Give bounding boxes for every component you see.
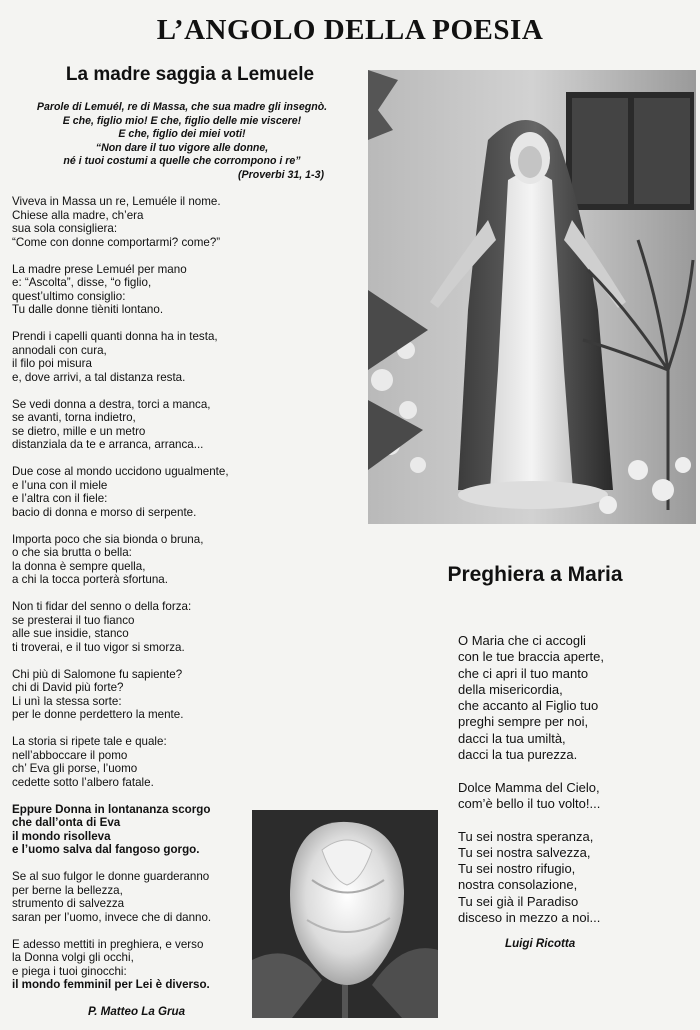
verse-line: e l’uomo salva dal fangoso gorgo. — [12, 843, 200, 856]
verse-line: e piega i tuoi ginocchi: — [12, 964, 127, 978]
poem1-stanzas — [12, 195, 357, 789]
verse-line: alle sue insidie, stanco — [12, 627, 129, 640]
verse-line: che accanto al Figlio tuo — [458, 698, 599, 714]
poem2-title: Preghiera a Maria — [447, 563, 623, 586]
verse-line: Chi più di Salomone fu sapiente? — [12, 667, 183, 681]
poem2-body — [458, 633, 688, 943]
verse-line: Chiese alla madre, ch’era — [12, 208, 144, 222]
verse-line: “Come con donne comportarmi? come?” — [12, 235, 221, 249]
verse-line: se avanti, torna indietro, — [12, 411, 136, 424]
stanza — [12, 533, 357, 587]
verse-line: Eppure Donna in lontananza scorgo — [12, 802, 211, 816]
verse-line: se dietro, mille e un metro — [12, 424, 146, 438]
verse-line: nell’abboccare il pomo — [12, 748, 128, 762]
stanza — [12, 195, 357, 249]
stanza — [12, 330, 357, 384]
verse-line: distanziala da te e arranca, arranca... — [12, 438, 204, 451]
verse-line: annodali con cura, — [12, 343, 107, 357]
verse-line: Se al suo fulgor le donne guarderanno — [12, 870, 210, 883]
epigraph-line: E che, figlio dei miei voti! — [118, 128, 246, 141]
verse-line: Non ti fidar del senno o della forza: — [12, 600, 192, 613]
verse-line: saran per l’uomo, invece che di danno. — [12, 910, 212, 924]
verse-line: dacci la tua purezza. — [458, 747, 578, 763]
verse-line: quest’ultimo consiglio: — [12, 289, 126, 303]
epigraph — [12, 101, 352, 183]
poem2-stanzas — [458, 633, 688, 926]
verse-line: Due cose al mondo uccidono ugualmente, — [12, 465, 229, 478]
stanza — [12, 668, 357, 722]
stanza — [12, 398, 357, 452]
verse-line-bold: il mondo femminil per Lei è diverso. — [12, 978, 210, 991]
verse-line: Importa poco che sia bionda o bruna, — [12, 532, 204, 546]
verse-line: con le tue braccia aperte, — [458, 649, 604, 665]
verse-line: Se vedi donna a destra, torci a manca, — [12, 397, 211, 411]
stanza — [12, 465, 357, 519]
verse-line: a chi la tocca porterà sfortuna. — [12, 573, 168, 586]
verse-line: com’è bello il tuo volto!... — [458, 795, 601, 811]
verse-line: La storia si ripete tale e quale: — [12, 735, 167, 748]
verse-line: bacio di donna e morso di serpente. — [12, 505, 197, 519]
verse-line: nostra consolazione, — [458, 877, 578, 893]
epigraph-line: né i tuoi costumi a quelle che corrompono i re” — [63, 155, 301, 168]
verse-line: ti troverai, e il tuo vigor si smorza. — [12, 640, 185, 654]
stanza — [458, 633, 688, 763]
white-rose-photo — [252, 810, 438, 1018]
verse-line: cedette sotto l’albero fatale. — [12, 775, 154, 789]
verse-line: chi di David più forte? — [12, 681, 124, 694]
verse-line: Tu sei nostro rifugio, — [458, 861, 576, 877]
stanza — [12, 600, 357, 654]
madonna-statue-photo — [368, 70, 696, 524]
verse-line: Li unì la stessa sorte: — [12, 694, 122, 708]
verse-line: per berne la bellezza, — [12, 883, 123, 897]
verse-line: se presterai il tuo fianco — [12, 613, 135, 627]
verse-line: e l’altra con il fiele: — [12, 492, 108, 505]
verse-line: il filo poi misura — [12, 357, 92, 370]
verse-line: La madre prese Lemuél per mano — [12, 262, 187, 276]
poem2-author: Luigi Ricotta — [505, 937, 576, 950]
verse-line: Viveva in Massa un re, Lemuéle il nome. — [12, 195, 221, 208]
verse-line: o che sia brutta o bella: — [12, 546, 132, 559]
page-title: L’ANGOLO DELLA POESIA — [156, 14, 544, 46]
verse-line: O Maria che ci accogli — [458, 633, 586, 648]
verse-line: dacci la tua umiltà, — [458, 730, 566, 746]
verse-line: per le donne perdettero la mente. — [12, 708, 184, 721]
verse-line: che ci apri il tuo manto — [458, 665, 589, 681]
epigraph-line: “Non dare il tuo vigore alle donne, — [95, 141, 269, 154]
verse-line: la Donna volgi gli occhi, — [12, 951, 134, 964]
stanza — [458, 829, 688, 927]
verse-line: della misericordia, — [458, 681, 563, 697]
epigraph-line: Parole di Lemuél, re di Massa, che sua madre gli insegnò. — [36, 101, 328, 113]
verse-line: strumento di salvezza — [12, 897, 125, 910]
verse-line: la donna è sempre quella, — [12, 559, 146, 573]
poem1-author: P. Matteo La Grua — [88, 1005, 186, 1018]
stanza — [458, 780, 688, 813]
verse-line: E adesso mettiti in preghiera, e verso — [12, 937, 204, 951]
verse-line: sua sola consigliera: — [12, 222, 118, 235]
epigraph-line: E che, figlio mio! E che, figlio delle mie viscere! — [62, 114, 302, 127]
verse-line: il mondo risolleva — [12, 829, 111, 843]
poem1-title: La madre saggia a Lemuele — [65, 64, 315, 85]
verse-line: Dolce Mamma del Cielo, — [458, 779, 600, 795]
verse-line: Tu sei nostra salvezza, — [458, 844, 591, 860]
stanza — [12, 263, 357, 317]
verse-line: preghi sempre per noi, — [458, 714, 589, 730]
verse-line: ch’ Eva gli porse, l’uomo — [12, 762, 138, 775]
verse-line: e: “Ascolta”, disse, “o figlio, — [12, 276, 152, 289]
stanza — [12, 735, 357, 789]
epigraph-reference: (Proverbi 31, 1-3) — [238, 168, 324, 181]
verse-line: Prendi i capelli quanti donna ha in testa, — [12, 330, 218, 343]
verse-line: che dall’onta di Eva — [12, 816, 121, 829]
verse-line: Tu dalle donne tièniti lontano. — [12, 303, 164, 316]
verse-line: Tu sei nostra speranza, — [458, 828, 594, 844]
verse-line: e l’una con il miele — [12, 478, 108, 492]
verse-line: disceso in mezzo a noi... — [458, 910, 601, 926]
verse-line: Tu sei già il Paradiso — [458, 893, 579, 909]
verse-line: e, dove arrivi, a tal distanza resta. — [12, 370, 186, 384]
